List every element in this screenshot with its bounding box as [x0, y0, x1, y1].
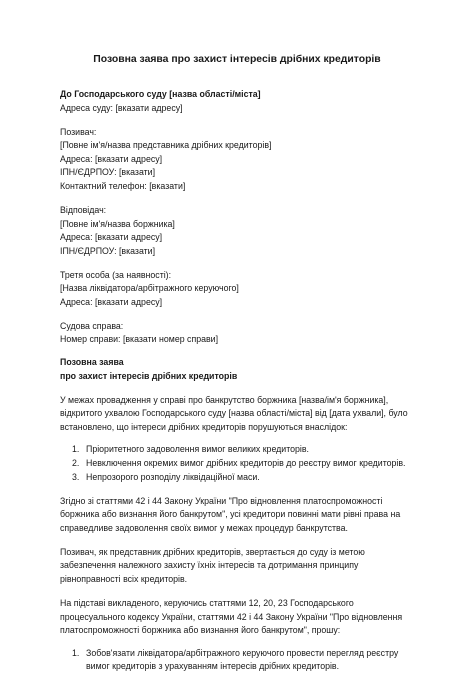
paragraph-line: На підставі викладеного, керуючись статтями 12, 20, 23 Господарського: [60, 597, 354, 608]
paragraph-line: платоспроможності боржника або визнання його банкрутом", прошу:: [60, 625, 341, 636]
document-body: [60, 88, 420, 674]
case-block: [60, 320, 420, 347]
list-item: [60, 471, 420, 485]
court-address: Адреса суду: [вказати адресу]: [60, 102, 183, 113]
plaintiff-block: [60, 126, 420, 194]
plaintiff-phone: Контактний телефон: [вказати]: [60, 180, 186, 191]
list-item-text: Зобов'язати ліквідатора/арбітражного керуючого провести перегляд реєстру: [86, 647, 399, 658]
list-item-number: 2.: [72, 458, 80, 469]
list-item-number: 1.: [72, 647, 80, 658]
plaintiff-address: Адреса: [вказати адресу]: [60, 153, 163, 164]
document-title: Позовна заява про захист інтересів дрібних кредиторів: [93, 54, 381, 65]
defendant-block: [60, 204, 420, 258]
paragraph-circumstances: [60, 394, 420, 435]
list-item: [60, 457, 420, 471]
paragraph-line: встановлено, що інтереси дрібних кредиторів порушуються внаслідок:: [60, 421, 348, 432]
third-party-name: [Назва ліквідатора/арбітражного керуючого]: [60, 283, 239, 294]
list-item-number: 3.: [72, 471, 80, 482]
list-item-continuation: вимог кредиторів з урахуванням інтересів дрібних кредиторів.: [86, 661, 340, 672]
paragraph-line: рівноправності всіх кредиторів.: [60, 573, 188, 584]
third-party-block: [60, 269, 420, 310]
plaintiff-label: Позивач:: [60, 126, 97, 137]
paragraph-line: процесуального кодексу України, статтями 42 і 44 Закону України "Про відновлення: [60, 611, 403, 622]
defendant-address: Адреса: [вказати адресу]: [60, 232, 163, 243]
paragraph-request-intro: [60, 597, 420, 638]
case-number: Номер справи: [вказати номер справи]: [60, 334, 219, 345]
plaintiff-name: [Повне ім'я/назва представника дрібних кредиторів]: [60, 140, 272, 151]
list-item-number: 1.: [72, 444, 80, 455]
list-item: [60, 647, 420, 661]
paragraph-line: справедливе задоволення своїх вимог у межах процедур банкрутства.: [60, 522, 348, 533]
paragraph-line: Позивач, як представник дрібних кредиторів, звертається до суду із метою: [60, 546, 365, 557]
case-label: Судова справа:: [60, 320, 124, 331]
claim-heading: [60, 356, 420, 383]
defendant-label: Відповідач:: [60, 204, 107, 215]
paragraph-line: боржника або визнання його банкрутом", усі кредитори повинні мати рівні права на: [60, 509, 401, 520]
defendant-name: [Повне ім'я/назва боржника]: [60, 218, 175, 229]
list-item-text: Пріоритетного задоволення вимог великих кредиторів.: [86, 444, 309, 455]
court-block: [60, 88, 420, 115]
list-item-text: Невключення окремих вимог дрібних кредиторів до реєстру вимог кредиторів.: [86, 458, 406, 469]
list-item-text: Непрозорого розподілу ліквідаційної маси.: [86, 471, 260, 482]
claim-heading-line-2: про захист інтересів дрібних кредиторів: [60, 370, 238, 381]
paragraph-line: відкритого ухвалою Господарського суду [назва області/міста] від [дата ухвали], було: [60, 408, 408, 419]
paragraph-legal-basis: [60, 495, 420, 536]
plaintiff-ipn: ІПН/ЄДРПОУ: [вказати]: [60, 167, 156, 178]
court-heading: До Господарського суду [назва області/міста]: [60, 89, 261, 99]
third-party-address: Адреса: [вказати адресу]: [60, 296, 163, 307]
list-item: [60, 443, 420, 457]
violations-list: [60, 443, 420, 484]
claim-heading-line-1: Позовна заява: [60, 357, 124, 368]
third-party-label: Третя особа (за наявності):: [60, 269, 172, 280]
paragraph-line: забезпечення належного захисту їхніх інтересів та дотримання принципу: [60, 560, 359, 571]
paragraph-line: Згідно зі статтями 42 і 44 Закону України "Про відновлення платоспроможності: [60, 495, 383, 506]
defendant-ipn: ІПН/ЄДРПОУ: [вказати]: [60, 245, 156, 256]
paragraph-line: У межах провадження у справі про банкрутство боржника [назва/ім'я боржника],: [60, 394, 389, 405]
paragraph-purpose: [60, 546, 420, 587]
